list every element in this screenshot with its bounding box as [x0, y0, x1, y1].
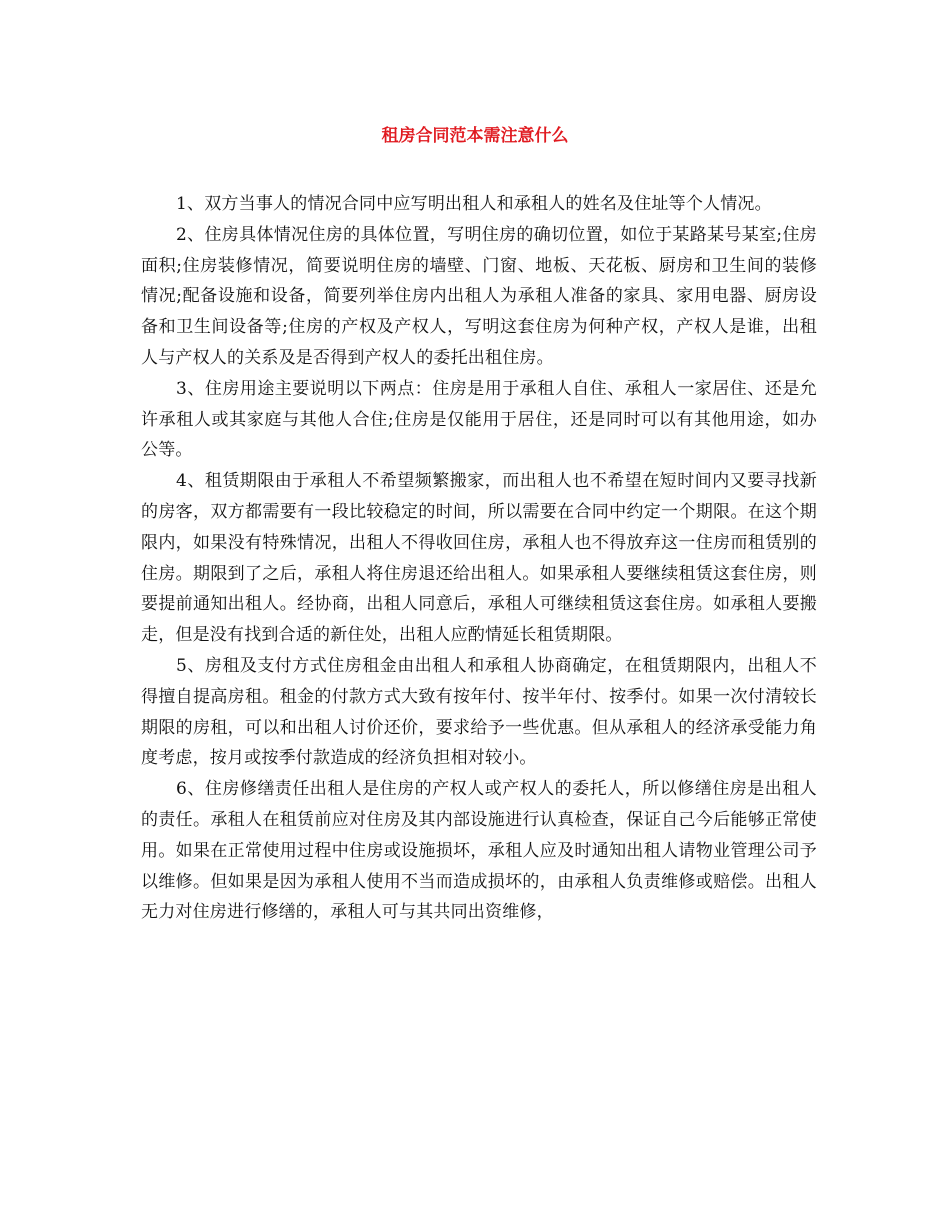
document-title: 租房合同范本需注意什么	[381, 126, 569, 146]
paragraph-6: 6、住房修缮责任出租人是住房的产权人或产权人的委托人，所以修缮住房是出租人的责任。承租人在租赁前应对住房及其内部设施进行认真检查，保证自己今后能够正常使用。如果在正常使用过程中住房或设施损坏，承租人应及时通知出租人请物业管理公司予以维修。但如果是因为承租人使用不当而造成损坏的，由承租人负责维修或赔偿。出租人无力对住房进行修缮的，承租人可与其共同出资维修，	[141, 779, 817, 923]
paragraph-2: 2、住房具体情况住房的具体位置，写明住房的确切位置，如位于某路某号某室;住房面积;住房装修情况，简要说明住房的墙壁、门窗、地板、天花板、厨房和卫生间的装修情况;配备设施和设备，简要列举住房内出租人为承租人准备的家具、家用电器、厨房设备和卫生间设备等;住房的产权及产权人，写明这套住房为何种产权，产权人是谁，出租人与产权人的关系及是否得到产权人的委托出租住房。	[141, 224, 817, 368]
paragraph-3: 3、住房用途主要说明以下两点：住房是用于承租人自住、承租人一家居住、还是允许承租人或其家庭与其他人合住;住房是仅能用于居住，还是同时可以有其他用途，如办公等。	[141, 378, 817, 461]
paragraph-1: 1、双方当事人的情况合同中应写明出租人和承租人的姓名及住址等个人情况。	[176, 194, 772, 214]
paragraph-5: 5、房租及支付方式住房租金由出租人和承租人协商确定，在租赁期限内，出租人不得擅自提高房租。租金的付款方式大致有按年付、按半年付、按季付。如果一次付清较长期限的房租，可以和出租人讨价还价，要求给予一些优惠。但从承租人的经济承受能力角度考虑，按月或按季付款造成的经济负担相对较小。	[141, 655, 817, 769]
paragraph-4: 4、租赁期限由于承租人不希望频繁搬家，而出租人也不希望在短时间内又要寻找新的房客，双方都需要有一段比较稳定的时间，所以需要在合同中约定一个期限。在这个期限内，如果没有特殊情况，出租人不得收回住房，承租人也不得放弃这一住房而租赁别的住房。期限到了之后，承租人将住房退还给出租人。如果承租人要继续租赁这套住房，则要提前通知出租人。经协商，出租人同意后，承租人可继续租赁这套住房。如承租人要搬走，但是没有找到合适的新住处，出租人应酌情延长租赁期限。	[141, 471, 817, 646]
document-body	[141, 189, 817, 928]
